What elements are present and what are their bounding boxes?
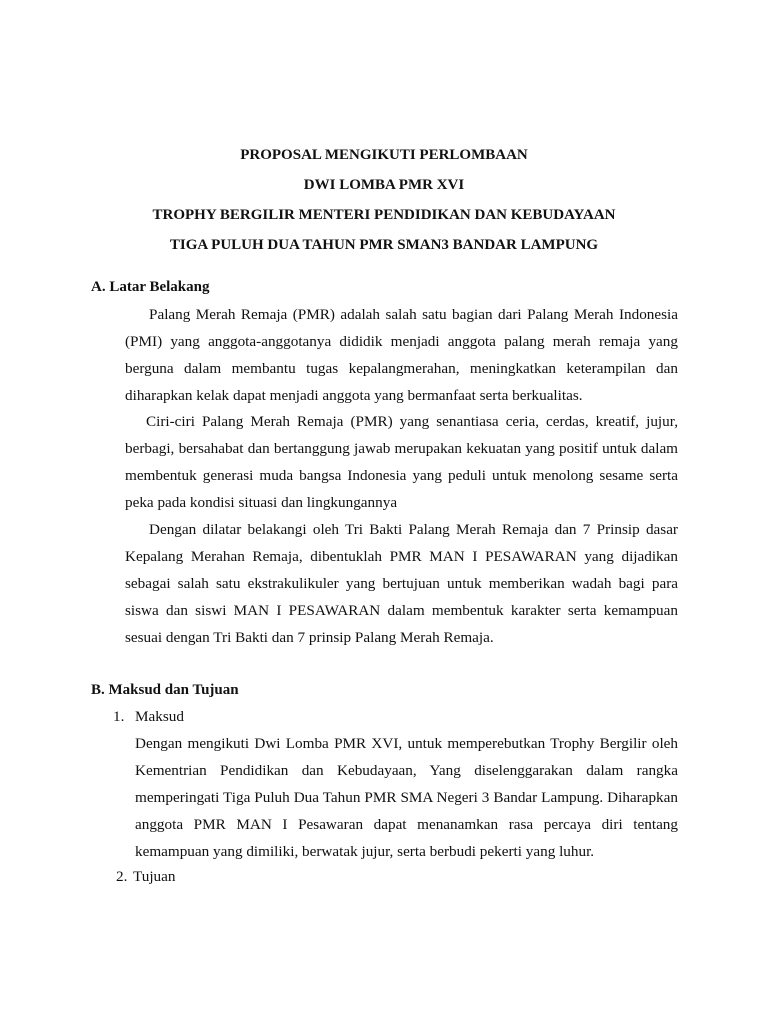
section-a-heading: A. Latar Belakang: [91, 279, 210, 295]
section-b-heading: B. Maksud dan Tujuan: [91, 682, 239, 698]
title-line-1: PROPOSAL MENGIKUTI PERLOMBAAN: [240, 147, 528, 163]
section-a-paragraph-3: Dengan dilatar belakangi oleh Tri Bakti Palang Merah Remaja dan 7 Prinsip dasar Kepalang Merahan Remaja, dibentuklah PMR MAN I PESAWARAN yang dijadikan sebagai salah satu ekstrakulikuler yang bertujuan untuk memberikan wadah bagi para siswa dan siswi MAN I PESAWARAN dalam membentuk karakter serta kemampuan sesuai dengan Tri Bakti dan 7 prinsip Palang Merah Remaja.: [125, 521, 678, 646]
document-title: [0, 146, 768, 266]
title-line-3: TROPHY BERGILIR MENTERI PENDIDIKAN DAN KEBUDAYAAN: [152, 207, 616, 223]
maksud-paragraph: Dengan mengikuti Dwi Lomba PMR XVI, untuk memperebutkan Trophy Bergilir oleh Kementrian Pendidikan dan Kebudayaan, Yang diselenggarakan dalam rangka memperingati Tiga Puluh Dua Tahun PMR SMA Negeri 3 Bandar Lampung. Diharapkan anggota PMR MAN I Pesawaran dapat menanamkan rasa percaya diri tentang kemampuan yang dimiliki, berwatak jujur, serta berbudi pekerti yang luhur.: [135, 735, 678, 860]
title-line-2: DWI LOMBA PMR XVI: [303, 177, 465, 193]
list-number-2: 2.: [116, 868, 128, 885]
section-a-paragraph-1: Palang Merah Remaja (PMR) adalah salah satu bagian dari Palang Merah Indonesia (PMI) yang anggota-anggotanya dididik menjadi anggota palang merah remaja yang berguna dalam membantu tugas kepalangmerahan, meningkatkan keterampilan dan diharapkan kelak dapat menjadi anggota yang bermanfaat serta berkualitas.: [125, 306, 678, 404]
list-number-1: 1.: [113, 708, 125, 725]
list-title-tujuan: Tujuan: [133, 868, 176, 885]
list-title-maksud: Maksud: [135, 708, 184, 725]
section-a-paragraph-2: Ciri-ciri Palang Merah Remaja (PMR) yang senantiasa ceria, cerdas, kreatif, jujur, berbagi, bersahabat dan bertanggung jawab merupakan kekuatan yang positif untuk dalam membentuk generasi muda bangsa Indonesia yang peduli untuk menolong sesame serta peka pada kondisi situasi dan lingkungannya: [125, 413, 678, 511]
title-line-4: TIGA PULUH DUA TAHUN PMR SMAN3 BANDAR LAMPUNG: [169, 237, 599, 253]
